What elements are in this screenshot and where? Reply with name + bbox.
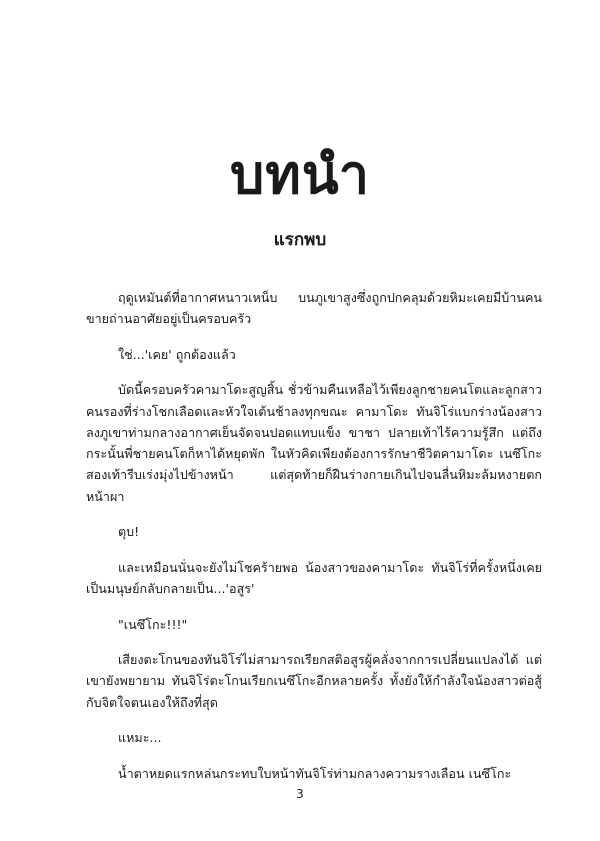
paragraph: ฤดูเหมันต์ที่อากาศหนาวเหน็บ บนภูเขาสูงซึ่งถูกปกคลุมด้วยหิมะเคยมีบ้านคนขายถ่านอาศัยอยู่เป็นครอบครัว — [86, 290, 542, 327]
paragraph: "เนซึโกะ!!!" — [118, 616, 188, 632]
paragraph: ใช่...'เคย' ถูกต้องแล้ว — [118, 346, 236, 362]
paragraph: น้ำตาหยดแรกหล่นกระทบใบหน้าทันจิโร่ท่ามกลางความรางเลือน เนซึโกะ — [118, 765, 512, 781]
paragraph: และเหมือนนั่นจะยังไม่โชคร้ายพอ น้องสาวของคามาโดะ ทันจิโร่ที่ครั้งหนึ่งเคยเป็นมนุษย์กลับกลายเป็น...'อสูร' — [86, 559, 542, 597]
chapter-title: บทนำ — [229, 143, 371, 206]
paragraph: บัดนี้ครอบครัวคามาโดะสูญสิ้น ชั่วข้ามคืนเหลือไว้เพียงลูกชายคนโตและลูกสาวคนรองที่ร่างโชกเลือดและหัวใจเต้นช้าลงทุกขณะ คามาโดะ ทันจิโร่แบกร่างน้องสาวลงภูเขาท่ามกลางอากาศเย็นจัดจนปอดแทบแข็ง ขาชา ปลายเท้าไร้ความรู้สึก แต่ถึงกระนั้นพี่ชายคนโตก็หาได้หยุดพัก ในหัวคิดเพียงต้องการรักษาชีวิตคามาโดะ เนซึโกะ สองเท้ารีบเร่งมุ่งไปข้างหน้า แต่สุดท้ายก็ฝืนร่างกายเกินไปจนลื่นหิมะล้มหงายตกหน้าผา — [86, 382, 542, 504]
page-number: 3 — [296, 787, 304, 801]
chapter-subtitle: แรกพบ — [273, 230, 327, 250]
paragraph: ตุบ! — [118, 524, 140, 540]
paragraph: แหมะ... — [118, 730, 162, 746]
paragraph: เสียงตะโกนของทันจิโร่ไม่สามารถเรียกสติอสูรผู้คลั่งจากการเปลี่ยนแปลงได้ แต่เขายังพยายาม ทันจิโร่ตะโกนเรียกเนซึโกะอีกหลายครั้ง ทั้งยังให้กำลังใจน้องสาวต่อสู้กับจิตใจตนเองให้ถึงที่สุด — [86, 651, 542, 710]
chapter-body — [86, 287, 542, 798]
